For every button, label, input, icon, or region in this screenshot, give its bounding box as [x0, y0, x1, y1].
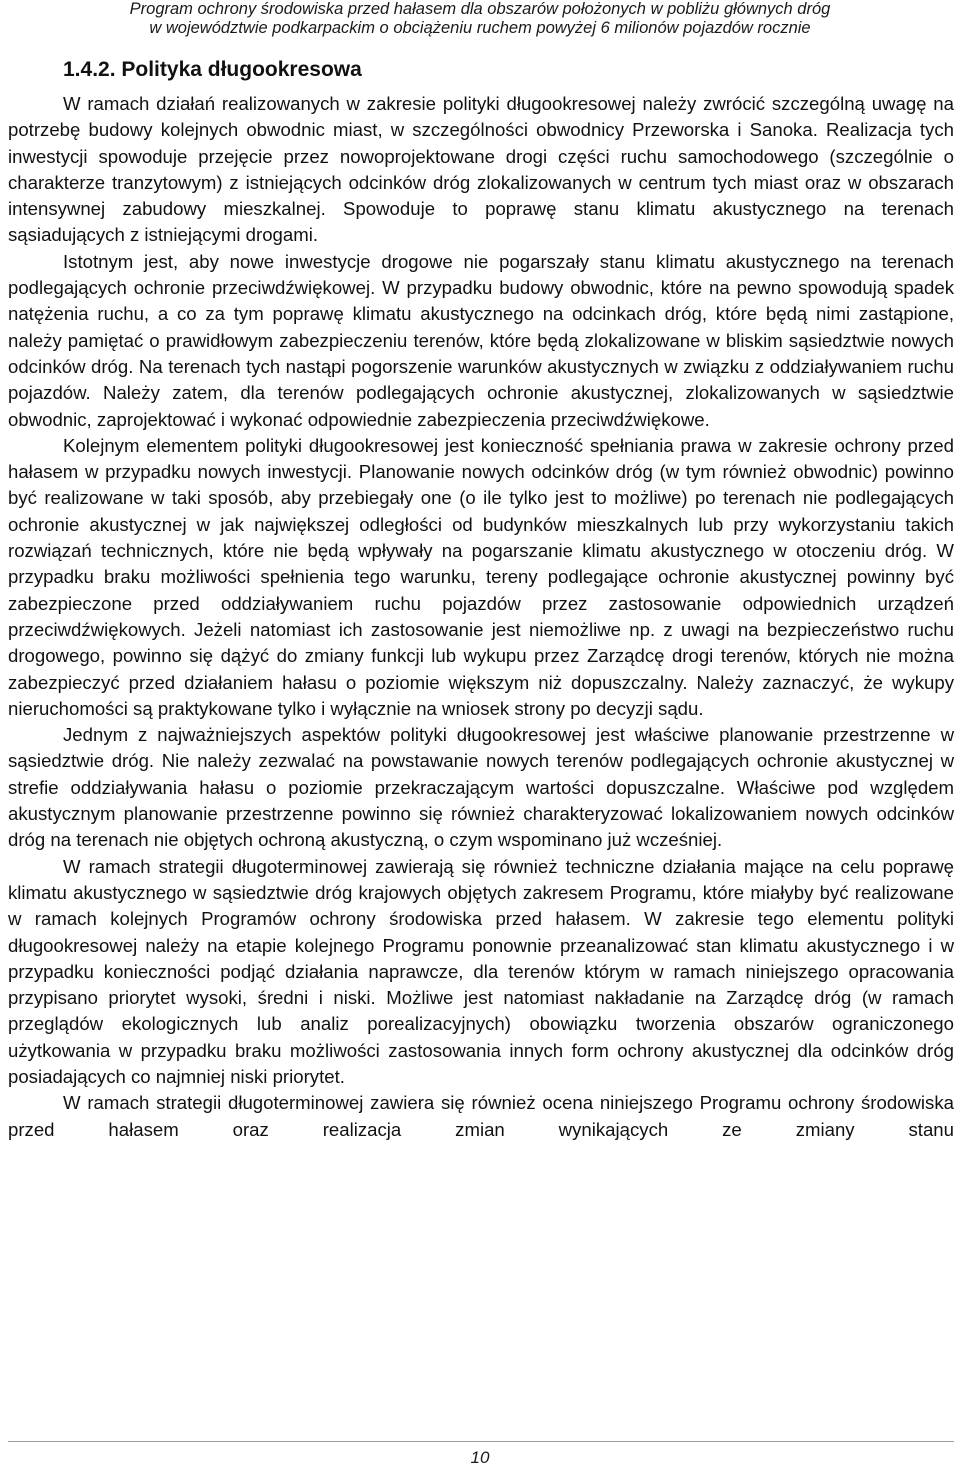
body-text — [8, 91, 954, 1143]
paragraph-6: W ramach strategii długoterminowej zawiera się również ocena niniejszego Programu ochrony środowiska przed hałasem oraz realizacja zmian wynikających ze zmiany stanu — [8, 1092, 954, 1140]
page-number: 10 — [470, 1448, 490, 1467]
section-title: Polityka długookresowa — [121, 58, 362, 81]
paragraph-4: Jednym z najważniejszych aspektów polityki długookresowej jest właściwe planowanie przestrzenne w sąsiedztwie dróg. Nie należy zezwalać na powstawanie nowych terenów podlegających ochronie akustycznej w strefie oddziaływania hałasu o poziomie przekraczającym wartości dopuszczalne. Właściwe pod względem akustycznym planowanie przestrzenne powinno się również charakteryzować lokalizowaniem nowych odcinków dróg na terenach nie objętych ochroną akustyczną, o czym wspominano już wcześniej. — [8, 724, 954, 851]
footer-divider — [8, 1441, 954, 1442]
paragraph-3: Kolejnym elementem polityki długookresowej jest konieczność spełniania prawa w zakresie ochrony przed hałasem w przypadku nowych inwestycji. Planowanie nowych odcinków dróg (w tym również obwodnic) powinno być realizowane w taki sposób, aby przebiegały one (o ile tylko jest to możliwe) po terenach nie podlegających ochronie akustycznej w jak największej odległości od budynków mieszkalnych lub przy wykorzystaniu takich rozwiązań technicznych, które nie będą wpływały na pogarszanie klimatu akustycznego w otoczeniu dróg. W przypadku braku możliwości spełnienia tego warunku, tereny podlegające ochronie akustycznej powinny być zabezpieczone przed oddziaływaniem ruchu pojazdów przez zastosowanie odpowiednich urządzeń przeciwdźwiękowych. Jeżeli natomiast ich zastosowanie jest niemożliwe np. z uwagi na bezpieczeństwo ruchu drogowego, powinno się dążyć do zmiany funkcji lub wykupu przez Zarządcę drogi terenów, których nie można zabezpieczyć przed działaniem hałasu o poziomie większym niż dopuszczalny. Należy zaznaczyć, że wykupy nieruchomości są praktykowane tylko i wyłącznie na wniosek strony po decyzji sądu. — [8, 434, 954, 719]
running-header-line-2: w województwie podkarpackim o obciążeniu ruchem powyżej 6 milionów pojazdów rocznie — [149, 19, 811, 37]
paragraph-1: W ramach działań realizowanych w zakresie polityki długookresowej należy zwrócić szczególną uwagę na potrzebę budowy kolejnych obwodnic miast, w szczególności obwodnicy Przeworska i Sanoka. Realizacja tych inwestycji spowoduje przejęcie przez nowoprojektowane drogi części ruchu samochodowego (szczególnie o charakterze tranzytowym) z istniejących odcinków dróg zlokalizowanych w centrum tych miast oraz w obszarach intensywnej zabudowy mieszkalnej. Spowoduje to poprawę stanu klimatu akustycznego na terenach sąsiadujących z istniejącymi drogami. — [8, 93, 954, 246]
paragraph-2: Istotnym jest, aby nowe inwestycje drogowe nie pogarszały stanu klimatu akustycznego na terenach podlegających ochronie przeciwdźwiękowej. W przypadku budowy obwodnic, które na pewno spowodują spadek natężenia ruchu, a co za tym poprawę klimatu akustycznego na odcinkach dróg, które będą nimi zastąpione, należy pamiętać o prawidłowym zabezpieczeniu terenów, które będą zlokalizowane w bliskim sąsiedztwie nowych odcinków dróg. Na terenach tych nastąpi pogorszenie warunków akustycznych w związku z oddziaływaniem ruchu pojazdów. Należy zatem, dla terenów podlegających ochronie akustycznej, zlokalizowanych w sąsiedztwie obwodnic, zaprojektować i wykonać odpowiednie zabezpieczenia przeciwdźwiękowe. — [8, 250, 954, 430]
section-heading — [63, 56, 362, 84]
paragraph-5: W ramach strategii długoterminowej zawierają się również techniczne działania mające na celu poprawę klimatu akustycznego w sąsiedztwie dróg krajowych objętych zakresem Programu, które miałyby być realizowane w ramach kolejnych Programów ochrony środowiska przed hałasem. W zakresie tego elementu polityki długookresowej należy na etapie kolejnego Programu ponownie przeanalizować stan klimatu akustycznego i w przypadku konieczności podjąć działania naprawcze, dla terenów którym w ramach niniejszego opracowania przypisano priorytet wysoki, średni i niski. Możliwe jest natomiast nakładanie na Zarządcę dróg (w ramach przeglądów ekologicznych lub analiz porealizacyjnych) obowiązku tworzenia obszarów ograniczonego użytkowania w przypadku braku możliwości zastosowania innych form ochrony akustycznej dla odcinków dróg posiadających co najmniej niski priorytet. — [8, 855, 954, 1087]
running-header-line-1: Program ochrony środowiska przed hałasem dla obszarów położonych w pobliżu głównych dróg — [129, 0, 831, 18]
running-header — [0, 0, 960, 38]
section-number: 1.4.2. — [63, 58, 116, 81]
